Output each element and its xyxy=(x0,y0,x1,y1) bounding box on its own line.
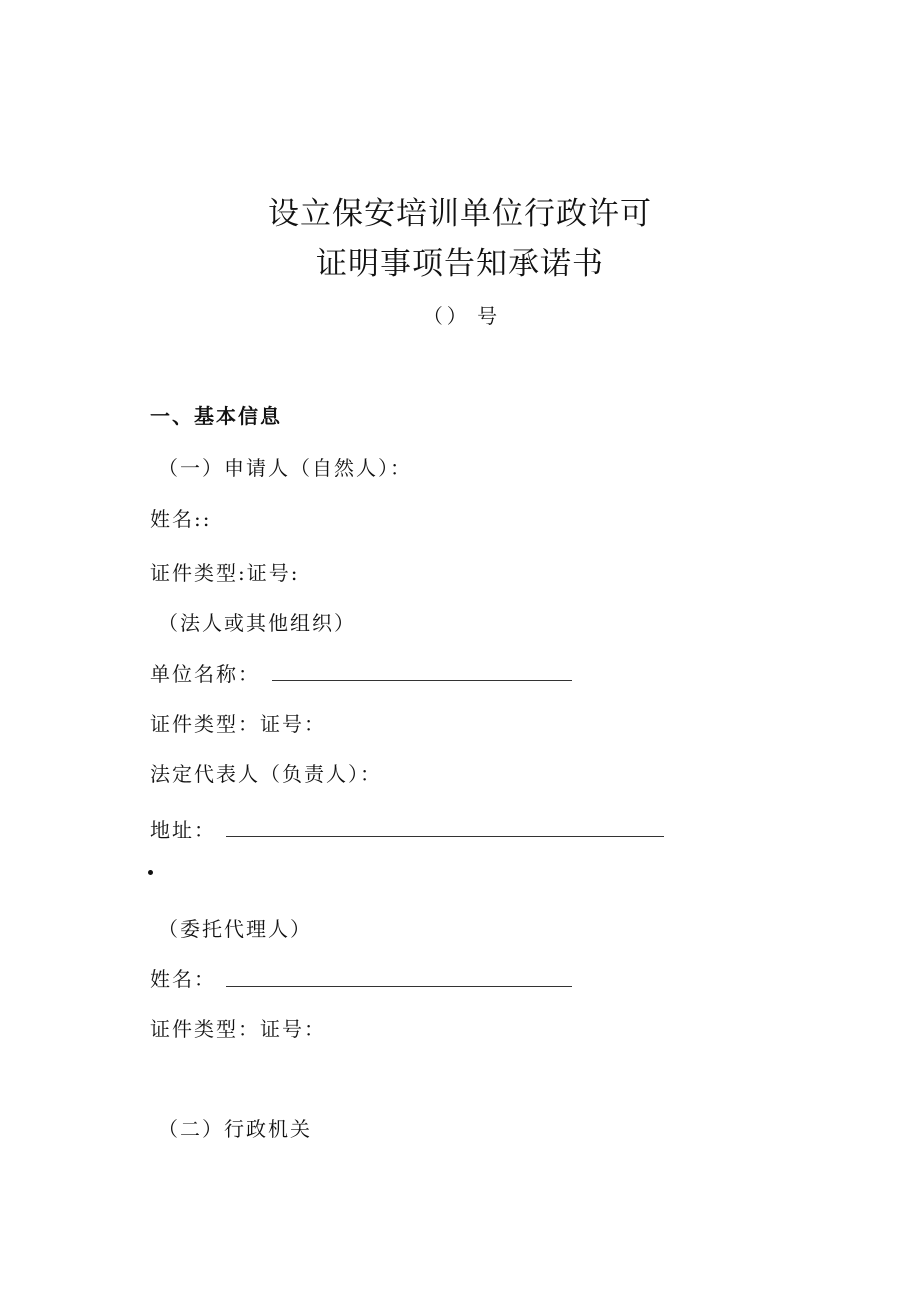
bullet-dot xyxy=(148,870,153,875)
legal-representative-label: 法定代表人（负责人）： xyxy=(150,762,382,786)
legal-entity-id-label: 证件类型：证号： xyxy=(150,712,326,736)
unit-name-label: 单位名称： xyxy=(150,662,260,686)
address-label: 地址： xyxy=(150,818,216,842)
document-number-paren: （） xyxy=(422,304,471,328)
document-title-line-2: 证明事项告知承诺书 xyxy=(316,246,604,282)
section-basic-info-heading: 一、基本信息 xyxy=(150,404,282,428)
legal-entity-heading: （法人或其他组织） xyxy=(158,611,356,635)
agent-name-blank-line[interactable] xyxy=(226,986,572,987)
address-blank-line[interactable] xyxy=(226,836,664,837)
document-number xyxy=(0,300,920,329)
unit-name-blank-line[interactable] xyxy=(272,680,572,681)
applicant-heading: （一）申请人（自然人）： xyxy=(158,456,412,480)
natural-person-name-label: 姓名:: xyxy=(150,507,212,531)
document-number-suffix: 号 xyxy=(477,304,498,328)
agent-id-label: 证件类型：证号： xyxy=(150,1017,326,1041)
document-title-line-1: 设立保安培训单位行政许可 xyxy=(268,196,652,232)
administrative-authority-heading: （二）行政机关 xyxy=(158,1117,312,1141)
agent-name-label: 姓名： xyxy=(150,967,216,991)
natural-person-id-label: 证件类型:证号: xyxy=(150,561,300,585)
agent-heading: （委托代理人） xyxy=(158,917,312,941)
